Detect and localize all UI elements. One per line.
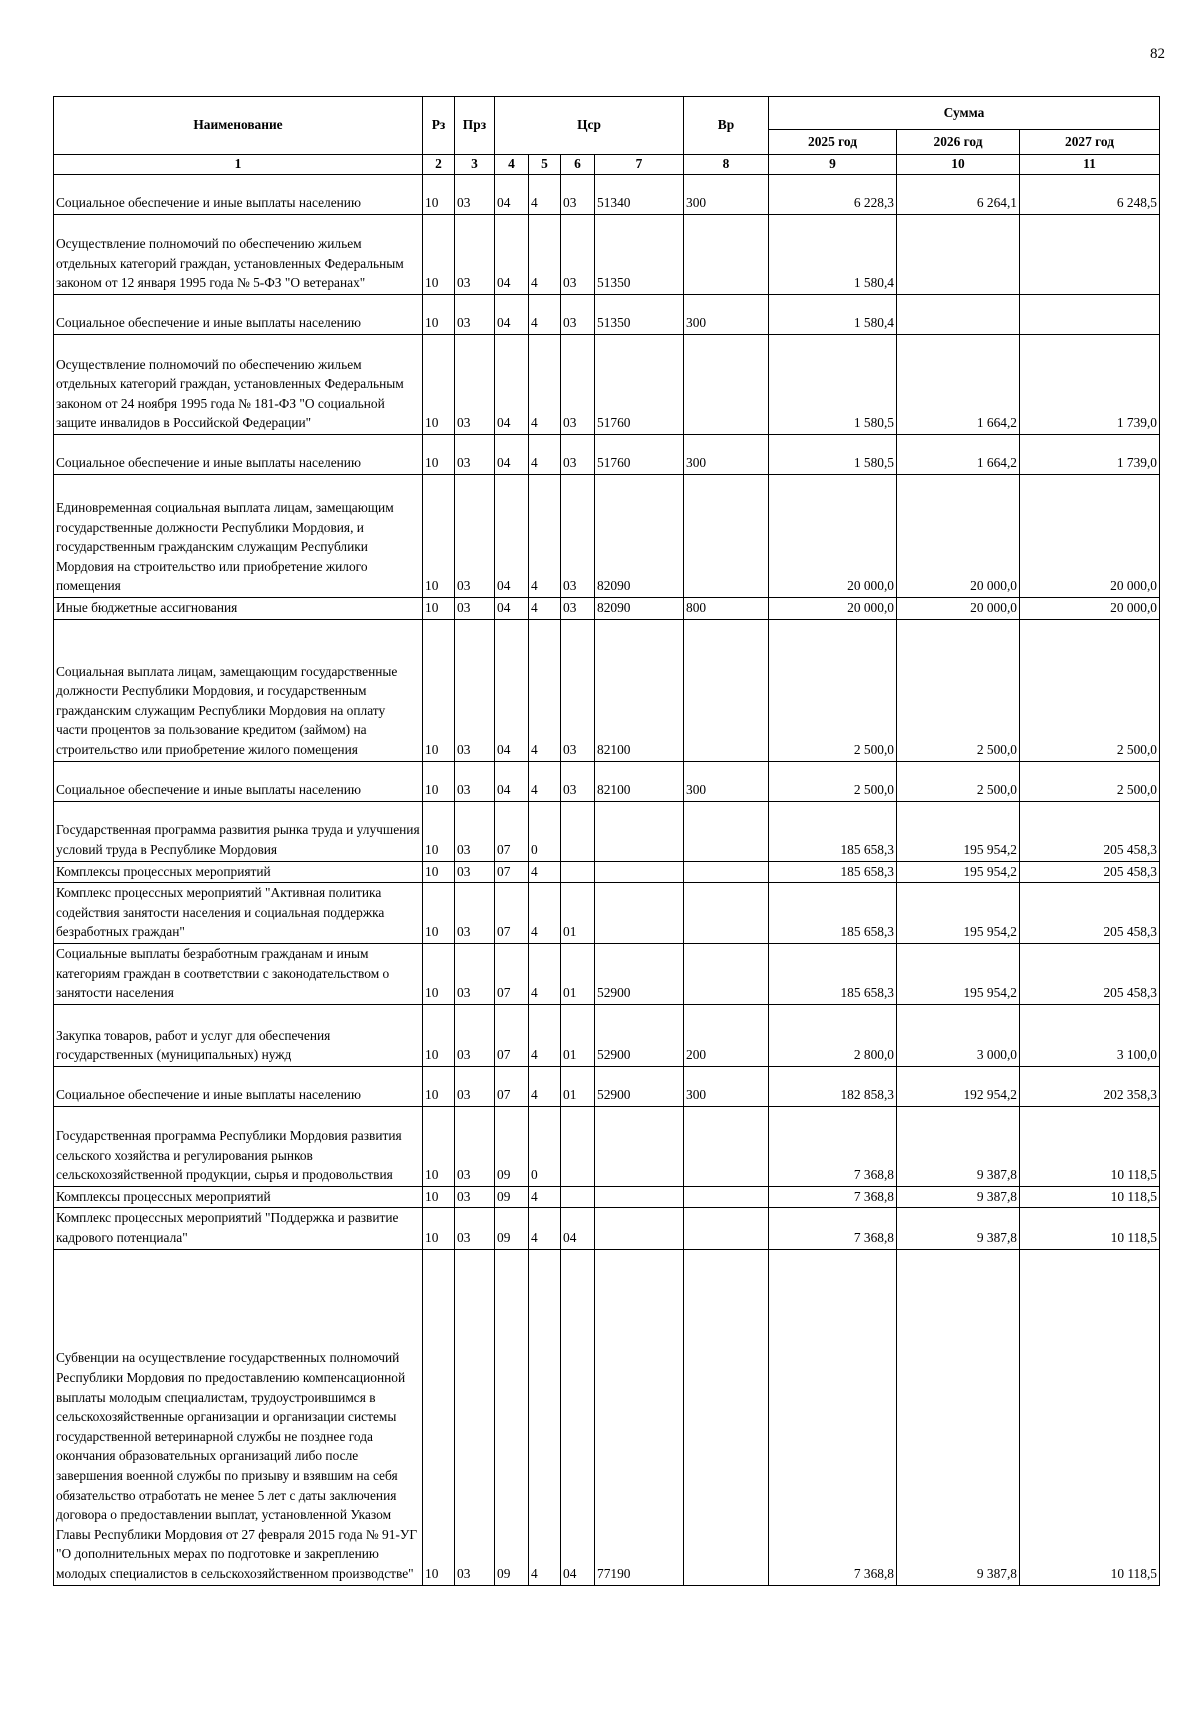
row-sum-2026: 192 954,2: [897, 1066, 1020, 1106]
table-row: [54, 175, 1160, 215]
table-row: [54, 619, 1160, 761]
row-rz: 10: [423, 761, 455, 801]
row-csr-part4: 04: [495, 175, 529, 215]
row-csr-part7: 51340: [595, 175, 684, 215]
header-year-2026: 2026 год: [897, 130, 1020, 155]
row-csr-part5: 4: [529, 598, 561, 620]
row-vr: 300: [684, 295, 769, 335]
row-csr-part4: 04: [495, 335, 529, 435]
row-name: Социальное обеспечение и иные выплаты населению: [54, 175, 423, 215]
row-csr-part7: 82100: [595, 619, 684, 761]
row-prz: 03: [455, 295, 495, 335]
row-prz: 03: [455, 861, 495, 883]
row-csr-part5: 4: [529, 1186, 561, 1208]
row-rz: 10: [423, 295, 455, 335]
header-sum: Сумма: [769, 97, 1160, 130]
row-sum-2026: [897, 215, 1020, 295]
column-number: 7: [595, 155, 684, 175]
row-sum-2026: 195 954,2: [897, 943, 1020, 1004]
row-prz: 03: [455, 435, 495, 475]
row-sum-2027: 3 100,0: [1020, 1004, 1160, 1066]
row-prz: 03: [455, 1186, 495, 1208]
row-csr-part4: 04: [495, 295, 529, 335]
row-name: Социальное обеспечение и иные выплаты населению: [54, 435, 423, 475]
row-prz: 03: [455, 475, 495, 598]
row-sum-2025: 6 228,3: [769, 175, 897, 215]
row-rz: 10: [423, 1249, 455, 1585]
table-row: [54, 1066, 1160, 1106]
row-sum-2025: 182 858,3: [769, 1066, 897, 1106]
table-row: [54, 1208, 1160, 1249]
row-prz: 03: [455, 215, 495, 295]
row-vr: [684, 1208, 769, 1249]
row-name: Социальная выплата лицам, замещающим государственные должности Республики Мордовия, и государственным гражданским служащим Республики Мордовия на оплату части процентов за пользование кредитом (займом) на строительство или приобретение жилого помещения: [54, 619, 423, 761]
row-sum-2025: 185 658,3: [769, 801, 897, 861]
row-csr-part5: 0: [529, 1106, 561, 1186]
row-csr-part7: 52900: [595, 943, 684, 1004]
row-prz: 03: [455, 598, 495, 620]
row-sum-2026: 6 264,1: [897, 175, 1020, 215]
row-csr-part4: 04: [495, 215, 529, 295]
row-sum-2025: 1 580,4: [769, 215, 897, 295]
column-number: 2: [423, 155, 455, 175]
page-number: 82: [1150, 46, 1165, 62]
row-sum-2026: 20 000,0: [897, 598, 1020, 620]
row-prz: 03: [455, 883, 495, 944]
row-sum-2025: 185 658,3: [769, 883, 897, 944]
row-csr-part4: 07: [495, 883, 529, 944]
column-number: 9: [769, 155, 897, 175]
row-sum-2026: 195 954,2: [897, 883, 1020, 944]
row-prz: 03: [455, 1004, 495, 1066]
row-rz: 10: [423, 1066, 455, 1106]
row-csr-part6: 01: [561, 943, 595, 1004]
row-csr-part4: 07: [495, 1004, 529, 1066]
row-name: Государственная программа развития рынка труда и улучшения условий труда в Республике Мордовия: [54, 801, 423, 861]
row-csr-part5: 4: [529, 175, 561, 215]
row-name: Социальное обеспечение и иные выплаты населению: [54, 295, 423, 335]
row-sum-2027: 10 118,5: [1020, 1249, 1160, 1585]
row-sum-2025: 7 368,8: [769, 1186, 897, 1208]
row-prz: 03: [455, 1066, 495, 1106]
row-prz: 03: [455, 943, 495, 1004]
row-sum-2027: 2 500,0: [1020, 619, 1160, 761]
row-vr: [684, 1249, 769, 1585]
row-csr-part4: 04: [495, 475, 529, 598]
row-sum-2027: 20 000,0: [1020, 598, 1160, 620]
row-csr-part4: 09: [495, 1186, 529, 1208]
table-row: [54, 335, 1160, 435]
row-csr-part6: 01: [561, 1004, 595, 1066]
row-csr-part7: 77190: [595, 1249, 684, 1585]
row-csr-part5: 4: [529, 883, 561, 944]
row-sum-2027: 205 458,3: [1020, 861, 1160, 883]
header-prz: Прз: [455, 97, 495, 155]
row-csr-part5: 4: [529, 1066, 561, 1106]
row-sum-2025: 2 500,0: [769, 619, 897, 761]
row-csr-part5: 4: [529, 861, 561, 883]
row-csr-part5: 4: [529, 435, 561, 475]
column-number: 10: [897, 155, 1020, 175]
row-sum-2027: 205 458,3: [1020, 943, 1160, 1004]
row-csr-part7: [595, 861, 684, 883]
row-sum-2025: 20 000,0: [769, 598, 897, 620]
table-row: [54, 598, 1160, 620]
row-prz: 03: [455, 619, 495, 761]
row-csr-part5: 4: [529, 295, 561, 335]
budget-table: [53, 96, 1160, 1586]
row-rz: 10: [423, 175, 455, 215]
row-sum-2025: 1 580,4: [769, 295, 897, 335]
row-csr-part7: 82090: [595, 598, 684, 620]
header-vr: Вр: [684, 97, 769, 155]
row-csr-part5: 4: [529, 1004, 561, 1066]
row-vr: 300: [684, 435, 769, 475]
row-csr-part6: 04: [561, 1208, 595, 1249]
column-numbers-row: [54, 155, 1160, 175]
row-csr-part4: 04: [495, 761, 529, 801]
row-csr-part6: 03: [561, 761, 595, 801]
table-row: [54, 1004, 1160, 1066]
row-csr-part7: [595, 883, 684, 944]
row-name: Единовременная социальная выплата лицам, замещающим государственные должности Республики Мордовия, и государственным гражданским служащим Республики Мордовия на строительство или приобретение жилого помещения: [54, 475, 423, 598]
table-row: [54, 215, 1160, 295]
table-body: [54, 175, 1160, 1586]
row-rz: 10: [423, 475, 455, 598]
row-vr: 800: [684, 598, 769, 620]
column-number: 6: [561, 155, 595, 175]
row-sum-2026: 9 387,8: [897, 1208, 1020, 1249]
row-vr: 300: [684, 175, 769, 215]
row-csr-part6: [561, 801, 595, 861]
row-sum-2027: 1 739,0: [1020, 335, 1160, 435]
row-name: Социальное обеспечение и иные выплаты населению: [54, 761, 423, 801]
row-csr-part6: 03: [561, 475, 595, 598]
row-csr-part7: [595, 1208, 684, 1249]
row-csr-part4: 04: [495, 435, 529, 475]
row-csr-part7: 52900: [595, 1004, 684, 1066]
row-name: Осуществление полномочий по обеспечению жильем отдельных категорий граждан, установленных Федеральным законом от 12 января 1995 года № 5-ФЗ "О ветеранах": [54, 215, 423, 295]
row-csr-part6: [561, 861, 595, 883]
row-rz: 10: [423, 598, 455, 620]
row-csr-part6: 01: [561, 883, 595, 944]
row-name: Субвенции на осуществление государственных полномочий Республики Мордовия по предоставлению компенсационной выплаты молодым специалистам, трудоустроившимся в сельскохозяйственные организации и организации системы государственной ветеринарной службы не позднее года окончания образовательных организаций либо после завершения военной службы по призыву и взявшим на себя обязательство отработать не менее 5 лет с даты заключения договора о предоставлении выплат, установленной Указом Главы Республики Мордовия от 27 февраля 2015 года № 91-УГ "О дополнительных мерах по подготовке и закреплению молодых специалистов в сельскохозяйственном производстве": [54, 1249, 423, 1585]
row-rz: 10: [423, 215, 455, 295]
row-vr: [684, 619, 769, 761]
row-prz: 03: [455, 801, 495, 861]
row-csr-part7: 51760: [595, 435, 684, 475]
row-sum-2027: 205 458,3: [1020, 883, 1160, 944]
row-sum-2025: 2 800,0: [769, 1004, 897, 1066]
column-number: 3: [455, 155, 495, 175]
row-name: Закупка товаров, работ и услуг для обеспечения государственных (муниципальных) нужд: [54, 1004, 423, 1066]
row-csr-part7: [595, 1186, 684, 1208]
row-vr: [684, 861, 769, 883]
row-csr-part5: 4: [529, 619, 561, 761]
row-rz: 10: [423, 1186, 455, 1208]
table-row: [54, 1106, 1160, 1186]
row-csr-part4: 07: [495, 861, 529, 883]
row-prz: 03: [455, 1249, 495, 1585]
row-rz: 10: [423, 861, 455, 883]
row-vr: [684, 1186, 769, 1208]
table-row: [54, 1186, 1160, 1208]
row-sum-2027: 10 118,5: [1020, 1208, 1160, 1249]
row-csr-part6: [561, 1106, 595, 1186]
row-csr-part4: 04: [495, 619, 529, 761]
table-row: [54, 295, 1160, 335]
row-vr: [684, 801, 769, 861]
row-sum-2027: 202 358,3: [1020, 1066, 1160, 1106]
column-number: 4: [495, 155, 529, 175]
row-prz: 03: [455, 1106, 495, 1186]
row-rz: 10: [423, 1004, 455, 1066]
header-year-2027: 2027 год: [1020, 130, 1160, 155]
row-sum-2026: 9 387,8: [897, 1106, 1020, 1186]
row-sum-2025: 20 000,0: [769, 475, 897, 598]
row-csr-part6: 03: [561, 335, 595, 435]
row-vr: [684, 883, 769, 944]
row-sum-2026: 195 954,2: [897, 861, 1020, 883]
table-row: [54, 861, 1160, 883]
row-vr: 200: [684, 1004, 769, 1066]
row-sum-2025: 7 368,8: [769, 1249, 897, 1585]
row-csr-part6: 03: [561, 435, 595, 475]
table-row: [54, 475, 1160, 598]
row-sum-2026: 2 500,0: [897, 619, 1020, 761]
header-year-2025: 2025 год: [769, 130, 897, 155]
row-vr: [684, 943, 769, 1004]
row-csr-part6: 03: [561, 175, 595, 215]
row-csr-part6: 01: [561, 1066, 595, 1106]
row-csr-part7: [595, 1106, 684, 1186]
row-csr-part6: [561, 1186, 595, 1208]
row-csr-part5: 4: [529, 943, 561, 1004]
row-sum-2026: 20 000,0: [897, 475, 1020, 598]
row-csr-part6: 04: [561, 1249, 595, 1585]
row-vr: [684, 335, 769, 435]
row-csr-part4: 07: [495, 801, 529, 861]
row-name: Социальные выплаты безработным гражданам и иным категориям граждан в соответствии с законодательством о занятости населения: [54, 943, 423, 1004]
column-number: 11: [1020, 155, 1160, 175]
row-sum-2025: 185 658,3: [769, 861, 897, 883]
row-csr-part4: 09: [495, 1208, 529, 1249]
row-vr: 300: [684, 761, 769, 801]
row-sum-2025: 7 368,8: [769, 1208, 897, 1249]
row-csr-part4: 09: [495, 1106, 529, 1186]
row-csr-part4: 09: [495, 1249, 529, 1585]
row-csr-part5: 4: [529, 1208, 561, 1249]
table-row: [54, 801, 1160, 861]
header-rz: Рз: [423, 97, 455, 155]
row-sum-2025: 185 658,3: [769, 943, 897, 1004]
header-name: Наименование: [54, 97, 423, 155]
row-csr-part5: 4: [529, 475, 561, 598]
row-sum-2027: 10 118,5: [1020, 1186, 1160, 1208]
row-vr: 300: [684, 1066, 769, 1106]
table-row: [54, 943, 1160, 1004]
row-sum-2026: 195 954,2: [897, 801, 1020, 861]
row-sum-2027: 2 500,0: [1020, 761, 1160, 801]
row-prz: 03: [455, 335, 495, 435]
row-rz: 10: [423, 943, 455, 1004]
row-csr-part5: 4: [529, 335, 561, 435]
row-sum-2026: 9 387,8: [897, 1186, 1020, 1208]
table-row: [54, 435, 1160, 475]
row-csr-part6: 03: [561, 619, 595, 761]
row-name: Иные бюджетные ассигнования: [54, 598, 423, 620]
row-csr-part5: 0: [529, 801, 561, 861]
row-rz: 10: [423, 883, 455, 944]
row-csr-part7: 51350: [595, 215, 684, 295]
row-sum-2025: 2 500,0: [769, 761, 897, 801]
row-sum-2027: 6 248,5: [1020, 175, 1160, 215]
row-rz: 10: [423, 619, 455, 761]
row-csr-part7: 82100: [595, 761, 684, 801]
row-vr: [684, 215, 769, 295]
row-csr-part4: 04: [495, 598, 529, 620]
row-sum-2027: 10 118,5: [1020, 1106, 1160, 1186]
row-csr-part7: 52900: [595, 1066, 684, 1106]
row-rz: 10: [423, 1106, 455, 1186]
column-number: 5: [529, 155, 561, 175]
row-sum-2027: 20 000,0: [1020, 475, 1160, 598]
row-vr: [684, 475, 769, 598]
row-csr-part4: 07: [495, 943, 529, 1004]
row-name: Комплекс процессных мероприятий "Активная политика содействия занятости населения и социальная поддержка безработных граждан": [54, 883, 423, 944]
table-row: [54, 761, 1160, 801]
row-csr-part5: 4: [529, 215, 561, 295]
row-rz: 10: [423, 801, 455, 861]
row-name: Комплекс процессных мероприятий "Поддержка и развитие кадрового потенциала": [54, 1208, 423, 1249]
row-sum-2025: 1 580,5: [769, 435, 897, 475]
row-sum-2026: [897, 295, 1020, 335]
row-csr-part7: 51760: [595, 335, 684, 435]
row-sum-2027: 205 458,3: [1020, 801, 1160, 861]
row-sum-2027: 1 739,0: [1020, 435, 1160, 475]
row-csr-part7: 82090: [595, 475, 684, 598]
header-csr: Цср: [495, 97, 684, 155]
row-csr-part6: 03: [561, 295, 595, 335]
row-sum-2025: 1 580,5: [769, 335, 897, 435]
row-csr-part7: [595, 801, 684, 861]
row-sum-2026: 3 000,0: [897, 1004, 1020, 1066]
table-row: [54, 883, 1160, 944]
row-rz: 10: [423, 435, 455, 475]
row-sum-2026: 9 387,8: [897, 1249, 1020, 1585]
column-number: 1: [54, 155, 423, 175]
row-csr-part5: 4: [529, 1249, 561, 1585]
row-name: Комплексы процессных мероприятий: [54, 861, 423, 883]
row-name: Осуществление полномочий по обеспечению жильем отдельных категорий граждан, установленных Федеральным законом от 24 ноября 1995 года № 181-ФЗ "О социальной защите инвалидов в Российской Федерации": [54, 335, 423, 435]
row-csr-part4: 07: [495, 1066, 529, 1106]
row-vr: [684, 1106, 769, 1186]
row-sum-2026: 1 664,2: [897, 335, 1020, 435]
row-prz: 03: [455, 1208, 495, 1249]
row-sum-2026: 2 500,0: [897, 761, 1020, 801]
row-prz: 03: [455, 175, 495, 215]
row-sum-2027: [1020, 295, 1160, 335]
row-sum-2026: 1 664,2: [897, 435, 1020, 475]
row-rz: 10: [423, 1208, 455, 1249]
row-csr-part6: 03: [561, 598, 595, 620]
row-sum-2025: 7 368,8: [769, 1106, 897, 1186]
row-rz: 10: [423, 335, 455, 435]
row-name: Комплексы процессных мероприятий: [54, 1186, 423, 1208]
row-name: Государственная программа Республики Мордовия развития сельского хозяйства и регулирования рынков сельскохозяйственной продукции, сырья и продовольствия: [54, 1106, 423, 1186]
row-csr-part5: 4: [529, 761, 561, 801]
table-row: [54, 1249, 1160, 1585]
row-csr-part7: 51350: [595, 295, 684, 335]
row-csr-part6: 03: [561, 215, 595, 295]
row-sum-2027: [1020, 215, 1160, 295]
row-name: Социальное обеспечение и иные выплаты населению: [54, 1066, 423, 1106]
row-prz: 03: [455, 761, 495, 801]
column-number: 8: [684, 155, 769, 175]
